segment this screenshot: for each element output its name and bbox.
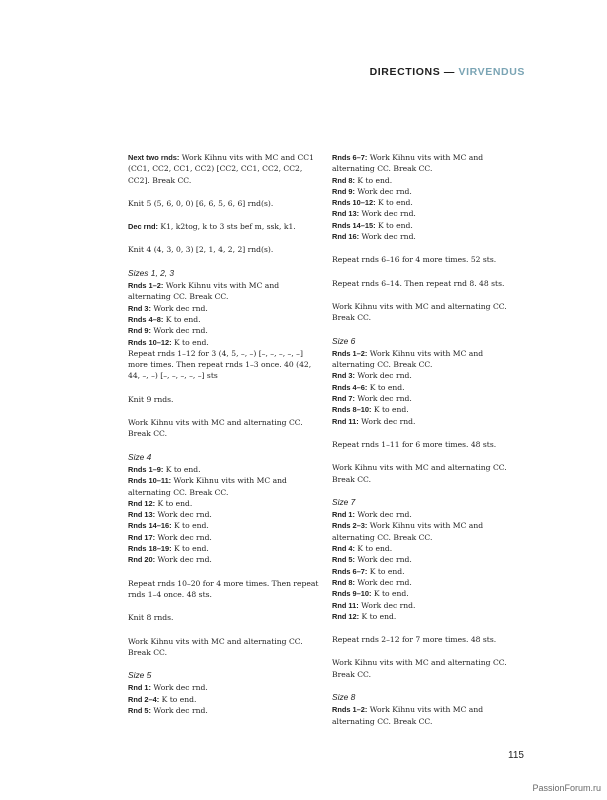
row-text: K to end. bbox=[355, 544, 393, 554]
paragraph: Knit 4 (4, 3, 0, 3) [2, 1, 4, 2, 2] rnd(s). bbox=[128, 245, 274, 255]
row-text: Work dec rnd. bbox=[358, 416, 416, 426]
row-instruction bbox=[332, 393, 528, 404]
row-label: Rnds 6–7: bbox=[332, 566, 368, 576]
row-text: Work Kihnu vits with MC and alternating CC. Break CC. bbox=[128, 476, 287, 497]
row-instruction bbox=[128, 337, 324, 348]
paragraph: Repeat rnds 1–11 for 6 more times. 48 sts. bbox=[332, 439, 497, 449]
row-label: Rnd 13: bbox=[128, 510, 156, 520]
page-number: 115 bbox=[508, 750, 524, 761]
step-label: Dec rnd: bbox=[128, 222, 158, 232]
paragraph: Work Kihnu vits with MC and alternating CC. Break CC. bbox=[332, 658, 507, 679]
row-text: Work dec rnd. bbox=[355, 371, 412, 381]
row-instruction bbox=[332, 404, 528, 415]
row-text: Work Kihnu vits with MC and alternating CC. Break CC. bbox=[128, 281, 280, 302]
row-text: K to end. bbox=[171, 521, 209, 531]
row-label: Rnd 9: bbox=[332, 186, 355, 196]
paragraph: Knit 5 (5, 6, 0, 0) [6, 6, 5, 6, 6] rnd(s). bbox=[128, 198, 274, 208]
paragraph: Work Kihnu vits with MC and alternating CC. Break CC. bbox=[332, 301, 507, 323]
row-label: Rnd 12: bbox=[128, 498, 156, 508]
step-text: K1, k2tog, k to 3 sts bef m, ssk, k1. bbox=[157, 222, 296, 232]
row-label: Rnd 17: bbox=[128, 532, 156, 542]
row-label: Rnd 13: bbox=[332, 209, 360, 219]
row-text: Work dec rnd. bbox=[355, 510, 412, 520]
row-text: Work dec rnd. bbox=[355, 577, 412, 587]
row-label: Rnd 11: bbox=[332, 416, 359, 426]
row-text: K to end. bbox=[159, 694, 197, 704]
size-section bbox=[332, 497, 528, 622]
row-label: Rnd 5: bbox=[128, 705, 151, 715]
paragraph: Knit 9 rnds. bbox=[128, 394, 174, 404]
row-label: Rnd 7: bbox=[332, 394, 355, 404]
row-text: Work dec rnd. bbox=[151, 326, 208, 336]
row-instruction bbox=[128, 543, 324, 554]
left-column bbox=[128, 152, 324, 728]
row-text: Work dec rnd. bbox=[358, 600, 416, 610]
paragraph: Work Kihnu vits with MC and alternating CC. Break CC. bbox=[332, 463, 507, 484]
row-label: Rnd 9: bbox=[128, 326, 151, 336]
row-instruction bbox=[332, 588, 528, 599]
header-section-title: DIRECTIONS bbox=[369, 66, 441, 78]
row-label: Rnd 12: bbox=[332, 611, 360, 621]
row-instruction bbox=[128, 682, 324, 693]
paragraph: Repeat rnds 6–16 for 4 more times. 52 sts. bbox=[332, 255, 497, 265]
row-label: Rnd 16: bbox=[332, 232, 360, 242]
row-label: Rnd 1: bbox=[128, 683, 151, 693]
row-text: Work Kihnu vits with MC and alternating CC. Break CC. bbox=[332, 521, 484, 542]
row-label: Rnds 1–2: bbox=[332, 348, 368, 358]
row-instruction bbox=[332, 520, 528, 543]
row-instruction bbox=[332, 152, 528, 175]
row-instruction bbox=[128, 554, 324, 565]
size-section bbox=[332, 336, 528, 427]
row-instruction bbox=[332, 220, 528, 231]
row-text: K to end. bbox=[367, 382, 405, 392]
size-heading: Size 6 bbox=[332, 335, 356, 346]
row-text: Work Kihnu vits with MC and alternating CC. Break CC. bbox=[332, 153, 484, 174]
size-section bbox=[128, 452, 324, 566]
right-column bbox=[332, 152, 528, 739]
row-label: Rnds 18–19: bbox=[128, 544, 172, 554]
row-text: Work dec rnd. bbox=[155, 532, 212, 542]
row-label: Rnds 10–11: bbox=[128, 476, 172, 486]
row-instruction bbox=[332, 416, 528, 427]
row-text: Work dec rnd. bbox=[355, 186, 412, 196]
row-text: Work dec rnd. bbox=[151, 303, 208, 313]
row-label: Rnds 4–8: bbox=[128, 314, 164, 324]
row-label: Rnds 2–3: bbox=[332, 521, 368, 531]
row-label: Rnds 14–15: bbox=[332, 220, 376, 230]
row-instruction bbox=[128, 314, 324, 325]
step-text: Work Kihnu vits with MC and CC1 (CC1, CC2, CC1, CC2) [CC2, CC1, CC2, CC2, CC2]. Break CC. bbox=[128, 153, 314, 185]
row-label: Rnds 10–12: bbox=[332, 198, 376, 208]
row-label: Rnd 8: bbox=[332, 175, 355, 185]
row-label: Rnds 6–7: bbox=[332, 153, 368, 162]
paragraph: Repeat rnds 2–12 for 7 more times. 48 sts. bbox=[332, 635, 497, 645]
running-header bbox=[370, 66, 525, 78]
row-instruction bbox=[128, 705, 324, 716]
row-instruction bbox=[128, 303, 324, 314]
row-instruction bbox=[332, 566, 528, 577]
paragraph: Repeat rnds 10–20 for 4 more times. Then repeat rnds 1–4 once. 48 sts. bbox=[128, 578, 319, 599]
row-text: Work Kihnu vits with MC and alternating CC. Break CC. bbox=[332, 705, 484, 726]
row-text: K to end. bbox=[171, 544, 209, 554]
row-instruction bbox=[332, 348, 528, 371]
row-instruction bbox=[332, 509, 528, 520]
paragraph bbox=[128, 152, 324, 186]
row-instruction bbox=[128, 325, 324, 336]
row-text: K to end. bbox=[371, 589, 409, 599]
row-instruction bbox=[332, 208, 528, 219]
size-section-continued bbox=[332, 152, 528, 242]
size-heading: Sizes 1, 2, 3 bbox=[128, 267, 175, 278]
row-label: Rnds 1–9: bbox=[128, 464, 164, 474]
row-text: Work dec rnd. bbox=[355, 394, 412, 404]
row-text: K to end. bbox=[359, 611, 397, 621]
row-text: K to end. bbox=[163, 314, 201, 324]
row-instruction bbox=[332, 231, 528, 242]
row-label: Rnd 1: bbox=[332, 510, 355, 520]
row-text: Work dec rnd. bbox=[155, 555, 212, 565]
paragraph: Repeat rnds 6–14. Then repeat rnd 8. 48 sts. bbox=[332, 278, 505, 288]
size-section bbox=[332, 692, 528, 727]
watermark: PassionForum.ru bbox=[532, 783, 601, 793]
row-instruction bbox=[332, 382, 528, 393]
size-section bbox=[128, 670, 324, 716]
row-text: K to end. bbox=[375, 198, 413, 208]
row-instruction bbox=[128, 532, 324, 543]
size-section bbox=[128, 268, 324, 382]
row-label: Rnds 1–2: bbox=[128, 281, 164, 291]
row-text: Work dec rnd. bbox=[355, 555, 412, 565]
row-instruction bbox=[128, 509, 324, 520]
row-label: Rnds 8–10: bbox=[332, 405, 372, 415]
row-instruction bbox=[332, 704, 528, 727]
row-text: Work Kihnu vits with MC and alternating CC. Break CC. bbox=[332, 348, 484, 370]
row-instruction bbox=[128, 498, 324, 509]
size-heading: Size 7 bbox=[332, 496, 356, 507]
row-instruction bbox=[128, 520, 324, 531]
row-instruction bbox=[332, 554, 528, 565]
paragraph: Knit 8 rnds. bbox=[128, 613, 174, 623]
row-label: Rnds 1–2: bbox=[332, 705, 368, 715]
repeat-instruction: Repeat rnds 1–12 for 3 (4, 5, –, –) [–, –, –, –, –] more times. Then repeat rnds 1–3 once. 40 (42, 44, –, –) [–, –, –, –, –] sts bbox=[128, 348, 312, 381]
row-instruction bbox=[332, 186, 528, 197]
size-heading: Size 5 bbox=[128, 670, 152, 681]
row-instruction bbox=[332, 197, 528, 208]
row-label: Rnd 11: bbox=[332, 600, 359, 610]
row-instruction bbox=[332, 543, 528, 554]
paragraph: Work Kihnu vits with MC and alternating CC. Break CC. bbox=[128, 636, 303, 657]
row-label: Rnds 14–16: bbox=[128, 521, 172, 531]
row-label: Rnd 8: bbox=[332, 577, 355, 587]
paragraph bbox=[128, 221, 324, 232]
row-label: Rnd 3: bbox=[332, 371, 355, 381]
row-text: Work dec rnd. bbox=[359, 232, 416, 242]
row-instruction bbox=[128, 475, 324, 498]
header-pattern-name: VIRVENDUS bbox=[458, 66, 525, 78]
row-text: K to end. bbox=[163, 464, 201, 474]
row-label: Rnd 5: bbox=[332, 555, 355, 565]
size-heading: Size 8 bbox=[332, 691, 356, 702]
row-instruction bbox=[332, 600, 528, 611]
row-instruction bbox=[128, 694, 324, 705]
row-label: Rnd 4: bbox=[332, 544, 355, 554]
row-label: Rnd 3: bbox=[128, 303, 151, 313]
row-instruction bbox=[332, 611, 528, 622]
row-text: K to end. bbox=[371, 405, 409, 415]
row-label: Rnds 10–12: bbox=[128, 337, 172, 347]
step-label: Next two rnds: bbox=[128, 153, 180, 162]
row-text: Work dec rnd. bbox=[155, 510, 212, 520]
row-text: Work dec rnd. bbox=[151, 683, 208, 693]
row-label: Rnds 4–6: bbox=[332, 382, 368, 392]
row-text: K to end. bbox=[155, 498, 193, 508]
row-instruction bbox=[332, 577, 528, 588]
row-text: K to end. bbox=[367, 566, 405, 576]
row-instruction bbox=[128, 464, 324, 475]
size-heading: Size 4 bbox=[128, 451, 152, 462]
row-label: Rnds 9–10: bbox=[332, 589, 372, 599]
row-instruction bbox=[332, 370, 528, 381]
row-label: Rnd 20: bbox=[128, 555, 156, 565]
row-instruction bbox=[332, 175, 528, 186]
row-text: K to end. bbox=[355, 175, 393, 185]
row-text: K to end. bbox=[171, 337, 209, 347]
row-instruction bbox=[128, 280, 324, 303]
header-separator: — bbox=[443, 66, 455, 78]
row-label: Rnd 2–4: bbox=[128, 694, 160, 704]
row-text: K to end. bbox=[375, 220, 413, 230]
row-text: Work dec rnd. bbox=[151, 705, 208, 715]
row-text: Work dec rnd. bbox=[359, 209, 416, 219]
paragraph: Work Kihnu vits with MC and alternating CC. Break CC. bbox=[128, 418, 303, 439]
